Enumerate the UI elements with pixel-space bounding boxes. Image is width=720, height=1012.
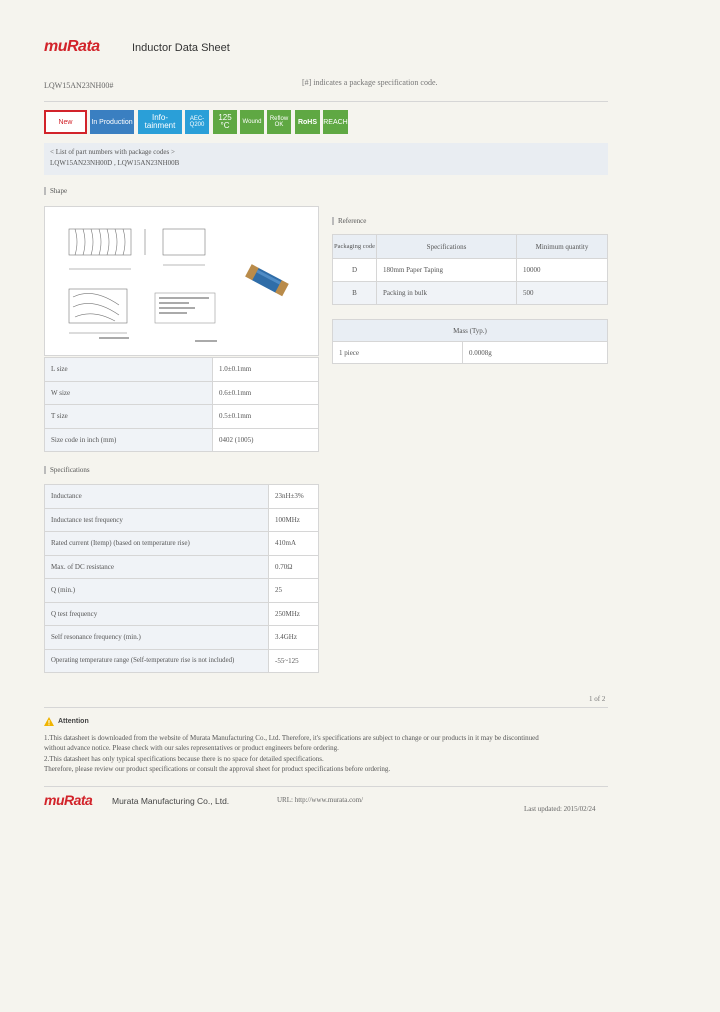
table-row: B Packing in bulk 500 bbox=[333, 282, 608, 305]
page-number: 1 of 2 bbox=[589, 695, 606, 703]
murata-logo: muRata bbox=[44, 38, 100, 55]
footer-company: Murata Manufacturing Co., Ltd. bbox=[112, 796, 230, 806]
mass-table bbox=[332, 319, 608, 364]
package-list-heading: < List of part numbers with package codes > bbox=[50, 148, 175, 156]
table-row: Q test frequency 250MHz bbox=[45, 602, 319, 626]
reference-label: Reference bbox=[332, 217, 366, 225]
table-row: D 180mm Paper Taping 10000 bbox=[333, 259, 608, 282]
table-row: Max. of DC resistance 0.70Ω bbox=[45, 555, 319, 579]
badge-reach: REACH bbox=[323, 110, 348, 134]
warning-icon bbox=[44, 717, 54, 726]
ref-col-specifications: Specifications bbox=[377, 235, 517, 259]
badge-reflow-ok: Reflow OK bbox=[267, 110, 291, 134]
attention-title-row bbox=[44, 717, 89, 726]
badge-125c: 125 °C bbox=[213, 110, 237, 134]
table-row: 1 piece 0.0008g bbox=[333, 342, 608, 364]
badge-new: New bbox=[44, 110, 87, 134]
package-code-note: [#] indicates a package specification code. bbox=[302, 78, 438, 87]
package-list-box bbox=[44, 143, 608, 175]
attention-text: 1.This datasheet is downloaded from the website of Murata Manufacturing Co., Ltd. Therefore, it's specifications are subject to change or our products in it may be discontinued without advance notice. Please check with our sales representatives or product engineers before ordering. 2.This datasheet has only typical specifications because there is no space for detailed specifications. Therefore, please review our product specifications or consult the approval sheet for product specifications before ordering. bbox=[44, 734, 539, 773]
attention-title: Attention bbox=[58, 718, 89, 725]
specifications-label: Specifications bbox=[44, 466, 90, 474]
table-row: W size 0.6±0.1mm bbox=[45, 381, 319, 405]
badge-wound: Wound bbox=[240, 110, 264, 134]
reference-table bbox=[332, 234, 608, 305]
shape-label: Shape bbox=[44, 187, 67, 195]
table-row: T size 0.5±0.1mm bbox=[45, 405, 319, 429]
ref-col-minimum-quantity: Minimum quantity bbox=[517, 235, 608, 259]
specifications-table bbox=[44, 484, 319, 673]
footer-url: URL: http://www.murata.com/ bbox=[277, 796, 364, 804]
badge-infotainment: Info-tainment bbox=[138, 110, 182, 134]
table-row: Operating temperature range (Self-temperature rise is not included) -55~125 bbox=[45, 649, 319, 673]
mass-header: Mass (Typ.) bbox=[333, 320, 608, 342]
table-row: L size 1.0±0.1mm bbox=[45, 358, 319, 382]
package-list-parts: LQW15AN23NH00D , LQW15AN23NH00B bbox=[50, 159, 180, 167]
page-title: Inductor Data Sheet bbox=[132, 42, 230, 54]
footer-murata-logo: muRata bbox=[44, 792, 93, 808]
badge-aec-q200: AEC-Q200 bbox=[185, 110, 209, 134]
table-row: Self resonance frequency (min.) 3.4GHz bbox=[45, 626, 319, 650]
part-number: LQW15AN23NH00# bbox=[44, 81, 114, 90]
shape-drawing-panel bbox=[44, 206, 319, 356]
table-row: Inductance test frequency 100MHz bbox=[45, 508, 319, 532]
table-row: Size code in inch (mm) 0402 (1005) bbox=[45, 428, 319, 452]
badge-rohs: RoHS bbox=[295, 110, 320, 134]
badge-in-production: In Production bbox=[90, 110, 134, 134]
table-row: Q (min.) 25 bbox=[45, 579, 319, 603]
shape-table bbox=[44, 357, 319, 452]
dimension-drawing bbox=[45, 207, 318, 355]
table-row: Inductance 23nH±3% bbox=[45, 485, 319, 509]
table-row: Rated current (Itemp) (based on temperature rise) 410mA bbox=[45, 532, 319, 556]
last-updated: Last updated: 2015/02/24 bbox=[524, 805, 596, 813]
ref-col-packaging-code: Packaging code bbox=[333, 235, 377, 259]
